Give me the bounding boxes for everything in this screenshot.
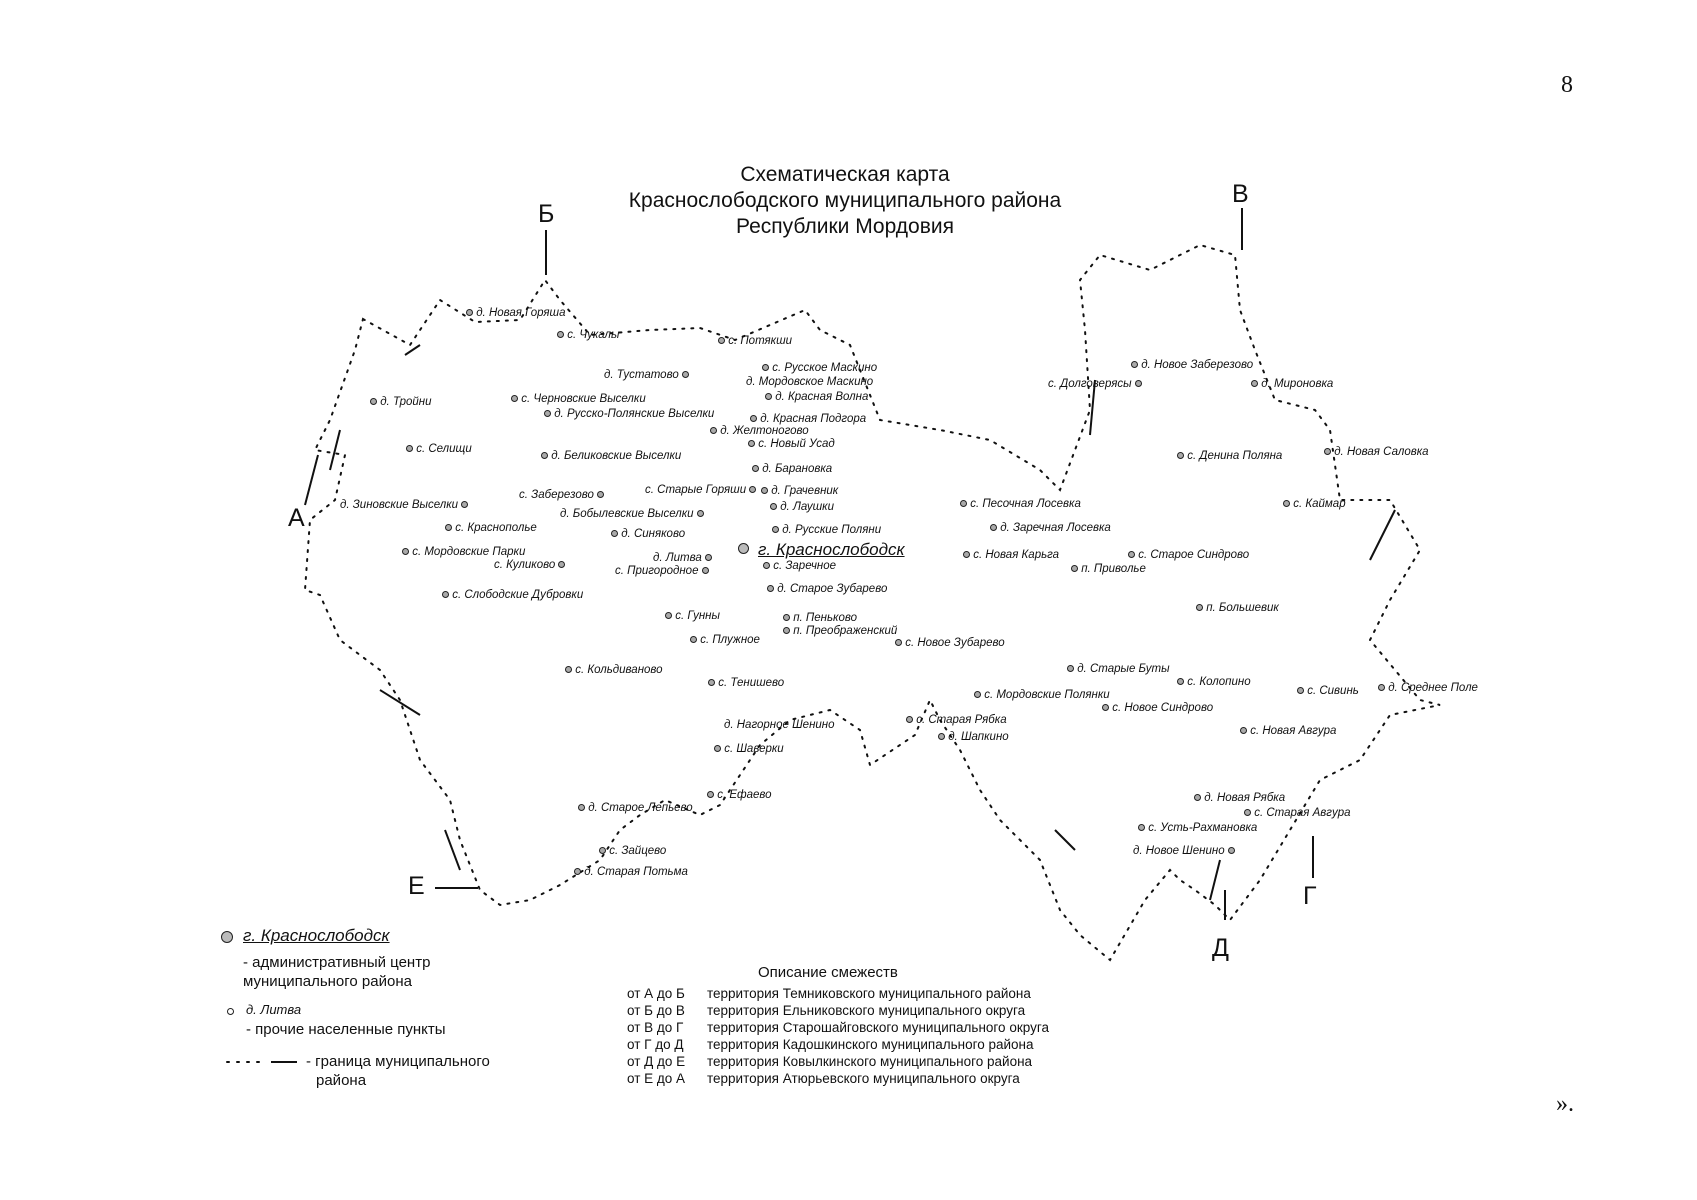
adjacency-row [627, 1003, 1025, 1018]
settlement-label: с. Чукалы [557, 329, 619, 342]
settlement-label: с. Старая Авгура [1244, 807, 1351, 820]
settlement-label: с. Усть-Рахмановка [1138, 822, 1257, 835]
settlement-label: д. Беликовские Выселки [541, 450, 681, 463]
edge-letter-b: Б [538, 200, 555, 228]
adjacency-from: от А до Б [627, 986, 685, 1001]
edge-letter-e: Е [408, 872, 425, 900]
adjacency-from: от Д до Е [627, 1054, 686, 1069]
settlement-dot-icon [597, 491, 604, 498]
settlement-dot-icon [990, 524, 997, 531]
adjacency-text: территория Ковылкинского муниципального района [707, 1054, 1033, 1069]
edge-letter-a: А [288, 504, 305, 532]
settlement-dot-icon [1128, 551, 1135, 558]
settlement-label: д. Новая Рябка [1194, 792, 1285, 805]
settlement-label: с. Потякши [718, 335, 792, 348]
settlement-dot-icon [960, 500, 967, 507]
settlement-label: д. Грачевник [761, 485, 838, 498]
adjacency-title: Описание смежеств [758, 964, 898, 981]
edge-letter-d: Д [1212, 934, 1229, 962]
legend-border-desc [306, 1052, 490, 1090]
settlement-label: с. Мордовские Полянки [974, 689, 1110, 702]
settlement-dot-icon [558, 561, 565, 568]
settlement-label: с. Старые Горяши [645, 484, 756, 497]
settlement-label: д. Тустатово [604, 369, 689, 382]
adjacency-from: от Г до Д [627, 1037, 684, 1052]
settlement-label: с. Сивинь [1297, 685, 1359, 698]
settlement-dot-icon [748, 440, 755, 447]
settlement-dot-icon [749, 486, 756, 493]
settlement-dot-icon [1244, 809, 1251, 816]
settlement-dot-icon [710, 427, 717, 434]
map-title-line-2: Краснослободского муниципального района [628, 189, 1062, 212]
settlement-dot-icon [665, 612, 672, 619]
adjacency-text: территория Темниковского муниципального района [707, 986, 1031, 1001]
settlement-dot-icon [690, 636, 697, 643]
closing-mark: ». [1556, 1091, 1574, 1117]
settlement-dot-icon [578, 804, 585, 811]
settlement-dot-icon [1194, 794, 1201, 801]
settlement-dot-icon [1138, 824, 1145, 831]
settlement-label: с. Мордовские Парки [402, 546, 525, 559]
settlement-label: д. Тройни [370, 396, 432, 409]
settlement-dot-icon [544, 410, 551, 417]
settlement-label: с. Тенишево [708, 677, 784, 690]
settlement-label: с. Селищи [406, 443, 472, 456]
settlement-label: д. Красная Волна [765, 391, 868, 404]
settlement-dot-icon [783, 614, 790, 621]
settlement-label: с. Зайцево [599, 845, 666, 858]
settlement-dot-icon [714, 745, 721, 752]
adjacency-from: от Е до А [627, 1071, 686, 1086]
adjacency-from: от В до Г [627, 1020, 684, 1035]
capital-marker-icon [738, 543, 749, 554]
settlement-label: д. Старое Лепьево [578, 802, 693, 815]
settlement-label: с. Пригородное [615, 565, 709, 578]
settlement-dot-icon [906, 716, 913, 723]
adjacency-from: от Б до В [627, 1003, 685, 1018]
capital-label: г. Краснослободск [758, 540, 905, 559]
settlement-label: с. Новая Авгура [1240, 725, 1336, 738]
adjacency-row [627, 1071, 1020, 1086]
border-solid-segments [330, 345, 1395, 900]
settlement-dot-icon [938, 733, 945, 740]
settlement-dot-icon [750, 415, 757, 422]
settlement-label: п. Приволье [1071, 563, 1146, 576]
settlement-label: с. Старое Синдрово [1128, 549, 1249, 562]
settlement-dot-icon [707, 791, 714, 798]
settlement-dot-icon [1297, 687, 1304, 694]
settlement-dot-icon [1251, 380, 1258, 387]
settlement-label: д. Желтоногово [710, 425, 809, 438]
settlement-label: д. Старое Зубарево [767, 583, 887, 596]
settlement-label: с. Новое Синдрово [1102, 702, 1213, 715]
settlement-label: д. Новая Горяша [466, 307, 566, 320]
settlement-label: с. Русское Маскино [762, 362, 877, 375]
settlement-label: с. Новая Карьга [963, 549, 1059, 562]
settlement-label: с. Колопино [1177, 676, 1251, 689]
settlement-dot-icon [702, 567, 709, 574]
settlement-label: д. Старые Буты [1067, 663, 1170, 676]
settlement-label: д. Бобылевские Выселки [560, 508, 704, 521]
legend-capital-desc-line-1: - административный центр [243, 954, 431, 971]
map-title-line-1: Схематическая карта [740, 163, 950, 186]
settlement-label: с. Песочная Лосевка [960, 498, 1081, 511]
edge-letter-v: В [1232, 180, 1249, 208]
settlement-dot-icon [1131, 361, 1138, 368]
settlement-dot-icon [963, 551, 970, 558]
settlement-dot-icon [1177, 452, 1184, 459]
adjacency-text: территория Ельниковского муниципального округа [707, 1003, 1026, 1018]
settlement-label: д. Нагорное Шенино [724, 719, 835, 731]
settlement-label: с. Денина Поляна [1177, 450, 1282, 463]
settlement-dot-icon [370, 398, 377, 405]
settlement-label: д. Заречная Лосевка [990, 522, 1111, 535]
adjacency-row [627, 1054, 1032, 1069]
settlement-label: с. Старая Рябка [906, 714, 1007, 727]
legend-village-marker-icon [227, 1008, 234, 1015]
settlement-dot-icon [445, 524, 452, 531]
adjacency-text: территория Кадошкинского муниципального района [707, 1037, 1034, 1052]
settlement-label: д. Мироновка [1251, 378, 1333, 391]
legend-border-sample-icon [225, 1058, 300, 1066]
settlement-dot-icon [1324, 448, 1331, 455]
settlement-dot-icon [466, 309, 473, 316]
settlement-label: д. Мордовское Маскино [746, 376, 874, 388]
settlement-label: п. Пеньково [783, 612, 857, 625]
page-number: 8 [1561, 72, 1573, 98]
settlement-label: с. Гунны [665, 610, 720, 623]
legend-capital-marker-icon [221, 931, 233, 943]
settlement-dot-icon [783, 627, 790, 634]
settlement-label: с. Заречное [763, 560, 836, 573]
settlement-label: д. Лаушки [770, 501, 834, 514]
settlement-label: д. Русско-Полянские Выселки [544, 408, 714, 421]
legend-border-desc-line-2: района [316, 1072, 367, 1089]
legend-capital-desc-line-2: муниципального района [243, 973, 412, 990]
map-title-line-3: Республики Мордовия [736, 215, 954, 238]
settlement-label: с. Ефаево [707, 789, 772, 802]
settlement-label: п. Большевик [1196, 602, 1279, 615]
settlement-dot-icon [772, 526, 779, 533]
settlement-dot-icon [1067, 665, 1074, 672]
settlement-dot-icon [682, 371, 689, 378]
adjacency-row [627, 1037, 1034, 1052]
settlement-dot-icon [752, 465, 759, 472]
settlement-label: с. Куликово [494, 559, 565, 572]
settlement-label: с. Шаверки [714, 743, 784, 756]
settlement-dot-icon [511, 395, 518, 402]
settlement-label: п. Преображенский [783, 625, 897, 638]
settlement-label: с. Каймар [1283, 498, 1346, 511]
settlement-label: д. Новое Шенино [1133, 845, 1235, 858]
settlement-label: д. Зиновские Выселки [340, 499, 468, 512]
settlement-label: д. Литва [653, 552, 712, 565]
settlement-dot-icon [705, 554, 712, 561]
settlement-label: с. Краснополье [445, 522, 537, 535]
settlement-dot-icon [1240, 727, 1247, 734]
settlement-label: д. Синяково [611, 528, 685, 541]
settlement-dot-icon [1135, 380, 1142, 387]
settlement-label: с. Новый Усад [748, 438, 835, 451]
adjacency-text: территория Старошайговского муниципального округа [707, 1020, 1049, 1035]
settlement-dot-icon [697, 510, 704, 517]
settlement-dot-icon [557, 331, 564, 338]
settlement-dot-icon [763, 562, 770, 569]
settlement-dot-icon [1228, 847, 1235, 854]
settlement-dot-icon [1102, 704, 1109, 711]
settlement-label: д. Барановка [752, 463, 832, 476]
settlement-dot-icon [718, 337, 725, 344]
edge-letter-g: Г [1303, 882, 1317, 910]
legend-capital-label: г. Краснослободск [243, 926, 390, 945]
adjacency-row [627, 986, 1031, 1001]
settlement-dot-icon [406, 445, 413, 452]
settlement-dot-icon [461, 501, 468, 508]
settlement-dot-icon [402, 548, 409, 555]
settlement-dot-icon [1071, 565, 1078, 572]
adjacency-row [627, 1020, 1049, 1035]
settlement-dot-icon [1283, 500, 1290, 507]
settlement-dot-icon [1378, 684, 1385, 691]
settlement-label: с. Долговерясы [1048, 378, 1142, 391]
settlement-dot-icon [761, 487, 768, 494]
settlement-dot-icon [765, 393, 772, 400]
settlement-dot-icon [767, 585, 774, 592]
adjacency-text: территория Атюрьевского муниципального округа [707, 1071, 1020, 1086]
settlement-label: д. Красная Подгора [750, 413, 866, 426]
settlement-dot-icon [770, 503, 777, 510]
settlement-label: д. Старая Потьма [574, 866, 688, 879]
settlement-label: с. Черновские Выселки [511, 393, 646, 406]
settlement-label: д. Новое Заберезово [1131, 359, 1253, 372]
legend-village-desc: - прочие населенные пункты [246, 1021, 446, 1038]
settlement-dot-icon [974, 691, 981, 698]
settlement-label: с. Кольдиваново [565, 664, 663, 677]
settlement-dot-icon [599, 847, 606, 854]
settlement-label: д. Новая Саловка [1324, 446, 1429, 459]
settlement-dot-icon [1196, 604, 1203, 611]
settlement-label: д. Среднее Поле [1378, 682, 1478, 695]
settlement-dot-icon [565, 666, 572, 673]
settlement-dot-icon [1177, 678, 1184, 685]
legend-border-desc-line-1: - граница муниципального [306, 1053, 490, 1070]
settlement-dot-icon [895, 639, 902, 646]
settlement-dot-icon [611, 530, 618, 537]
settlement-label: д. Русские Поляни [772, 524, 881, 537]
settlement-dot-icon [442, 591, 449, 598]
settlement-label: с. Новое Зубарево [895, 637, 1005, 650]
settlement-label: д. Шапкино [938, 731, 1009, 744]
settlement-label: с. Заберезово [519, 489, 604, 502]
legend-village-label: д. Литва [246, 1002, 302, 1017]
settlement-label: с. Плужное [690, 634, 760, 647]
legend-capital-desc [243, 953, 430, 991]
settlement-label: с. Слободские Дубровки [442, 589, 583, 602]
settlement-dot-icon [708, 679, 715, 686]
settlement-dot-icon [541, 452, 548, 459]
settlement-dot-icon [762, 364, 769, 371]
settlement-dot-icon [574, 868, 581, 875]
